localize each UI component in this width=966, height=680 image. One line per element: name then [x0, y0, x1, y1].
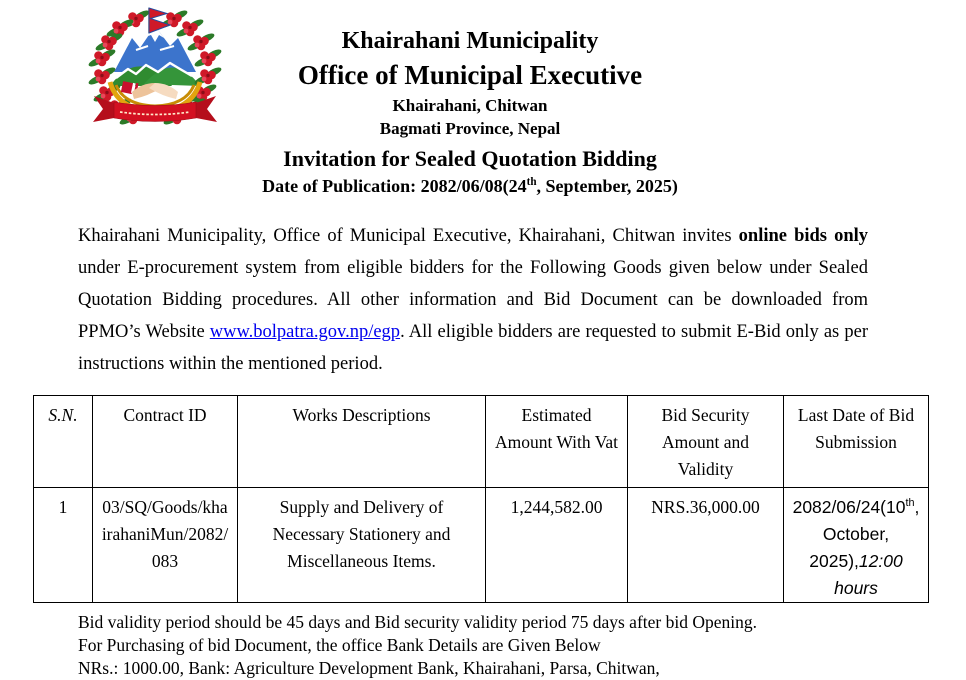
address-line-1: Khairahani, Chitwan [392, 96, 548, 115]
last-date-mid: , October, 2025), [809, 497, 920, 571]
nepal-emblem-logo [76, 6, 234, 128]
cell-estimated-amount: 1,244,582.00 [486, 488, 628, 603]
last-date-time: 12:00 hours [834, 551, 903, 598]
intro-text-3: . All eligible bidders are requested to submit E-Bid only as per instructions within the mentioned period. [78, 322, 868, 374]
cell-sn: 1 [34, 488, 93, 603]
office-title: Office of Municipal Executive [297, 60, 643, 90]
bids-table [33, 395, 929, 603]
col-header-last-date: Last Date of Bid Submission [784, 396, 929, 488]
cell-bid-security: NRS.36,000.00 [628, 488, 784, 603]
municipality-title: Khairahani Municipality [341, 28, 599, 54]
footer-line-bank: NRs.: 1000.00, Bank: Agriculture Development Bank, Khairahani, Parsa, Chitwan, [78, 658, 660, 678]
address-line-2: Bagmati Province, Nepal [379, 119, 561, 138]
footer-line-validity: Bid validity period should be 45 days and Bid security validity period 75 days after bid Opening. [78, 612, 757, 632]
table-row [34, 488, 929, 603]
bolpatra-link[interactable]: www.bolpatra.gov.np/egp [209, 322, 401, 342]
footer-line-purchase: For Purchasing of bid Document, the office Bank Details are Given Below [78, 635, 601, 655]
last-date-main: 2082/06/24(10 [792, 497, 906, 517]
col-header-contract-id: Contract ID [93, 396, 238, 488]
intro-text-1: Khairahani Municipality, Office of Municipal Executive, Khairahani, Chitwan invites [78, 226, 739, 246]
col-header-bid-security: Bid Security Amount and Validity [628, 396, 784, 488]
col-header-sn: S.N. [34, 396, 93, 488]
publication-date-main: Date of Publication: 2082/06/08(24 [262, 176, 527, 196]
intro-paragraph [78, 220, 868, 380]
last-date-ordinal: th [905, 497, 915, 510]
col-header-estimated-amount: Estimated Amount With Vat [486, 396, 628, 488]
intro-text-2: under E-procurement system from eligible bidders for the Following Goods given below under Sealed Quotation Bidding procedures. All other information and Bid Document can be downloaded from PPMO’s Website [78, 258, 868, 342]
col-header-works-descriptions: Works Descriptions [238, 396, 486, 488]
publication-date-tail: , September, 2025) [536, 176, 678, 196]
cell-works-description: Supply and Delivery of Necessary Stationery and Miscellaneous Items. [238, 488, 486, 603]
table-header-row [34, 396, 929, 488]
publication-date [0, 174, 940, 198]
cell-contract-id: 03/SQ/Goods/khairahaniMun/2082/083 [93, 488, 238, 603]
intro-bold-phrase: online bids only [738, 226, 868, 246]
publication-date-ordinal: th [526, 176, 537, 188]
notice-title: Invitation for Sealed Quotation Bidding [283, 146, 657, 171]
cell-last-date [784, 488, 929, 603]
